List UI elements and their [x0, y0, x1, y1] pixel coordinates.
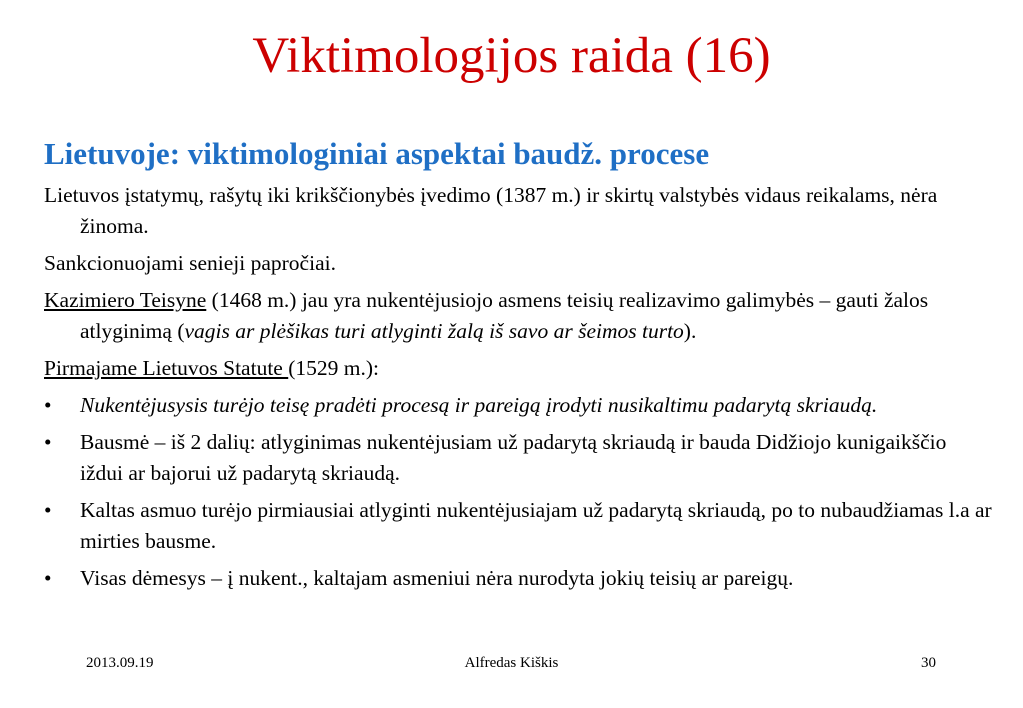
- bullet-item: [44, 563, 994, 594]
- section-heading: Lietuvoje: viktimologiniai aspektai baudž. procese: [44, 136, 710, 171]
- first-statute-reference: Pirmajame Lietuvos Statute: [44, 356, 289, 380]
- paragraph-first-statute: [44, 353, 994, 384]
- bullet-text: Visas dėmesys – į nukent., kaltajam asmeniui nėra nurodyta jokių teisių ar pareigų.: [80, 566, 794, 590]
- slide-body: [44, 135, 994, 600]
- footer-page-number: 30: [921, 655, 936, 671]
- footer-date: 2013.09.19: [86, 655, 154, 671]
- casimir-code-text-b: ).: [683, 319, 697, 343]
- bullet-text: Bausmė – iš 2 dalių: atlyginimas nukentėjusiam už padarytą skriaudą ir bauda Didžiojo kunigaikščio iždui ar bajorui už padarytą skriaudą.: [80, 430, 947, 485]
- first-statute-year: (1529 m.):: [288, 356, 379, 380]
- footer-author: Alfredas Kiškis: [464, 655, 559, 671]
- bullet-item: [44, 390, 994, 421]
- paragraph-casimir-code: [44, 285, 994, 347]
- bullet-text: Kaltas asmuo turėjo pirmiausiai atlyginti nukentėjusiajam už padarytą skriaudą, po to nubaudžiamas l.a ar mirties bausme.: [80, 498, 992, 553]
- bullet-item: [44, 427, 994, 489]
- bullet-item: [44, 495, 994, 557]
- bullet-marker: •: [44, 566, 52, 590]
- casimir-code-text-a: (1468 m.) jau yra nukentėjusiojo asmens teisių realizavimo galimybės – gauti žalos atlyginimą (: [80, 288, 929, 343]
- slide-title: Viktimologijos raida (16): [252, 28, 771, 84]
- bullet-marker: •: [44, 430, 52, 454]
- casimir-code-quote: vagis ar plėšikas turi atlyginti žalą iš savo ar šeimos turto: [184, 319, 684, 343]
- paragraph-laws: Lietuvos įstatymų, rašytų iki krikščionybės įvedimo (1387 m.) ir skirtų valstybės vidaus reikalams, nėra žinoma.: [44, 183, 938, 238]
- bullet-text: Nukentėjusysis turėjo teisę pradėti procesą ir pareigą įrodyti nusikaltimu padarytą skriaudą.: [80, 393, 878, 417]
- bullet-marker: •: [44, 393, 52, 417]
- casimir-code-reference: Kazimiero Teisyne: [44, 288, 207, 312]
- bullet-marker: •: [44, 498, 52, 522]
- paragraph-customs: Sankcionuojami senieji papročiai.: [44, 251, 336, 275]
